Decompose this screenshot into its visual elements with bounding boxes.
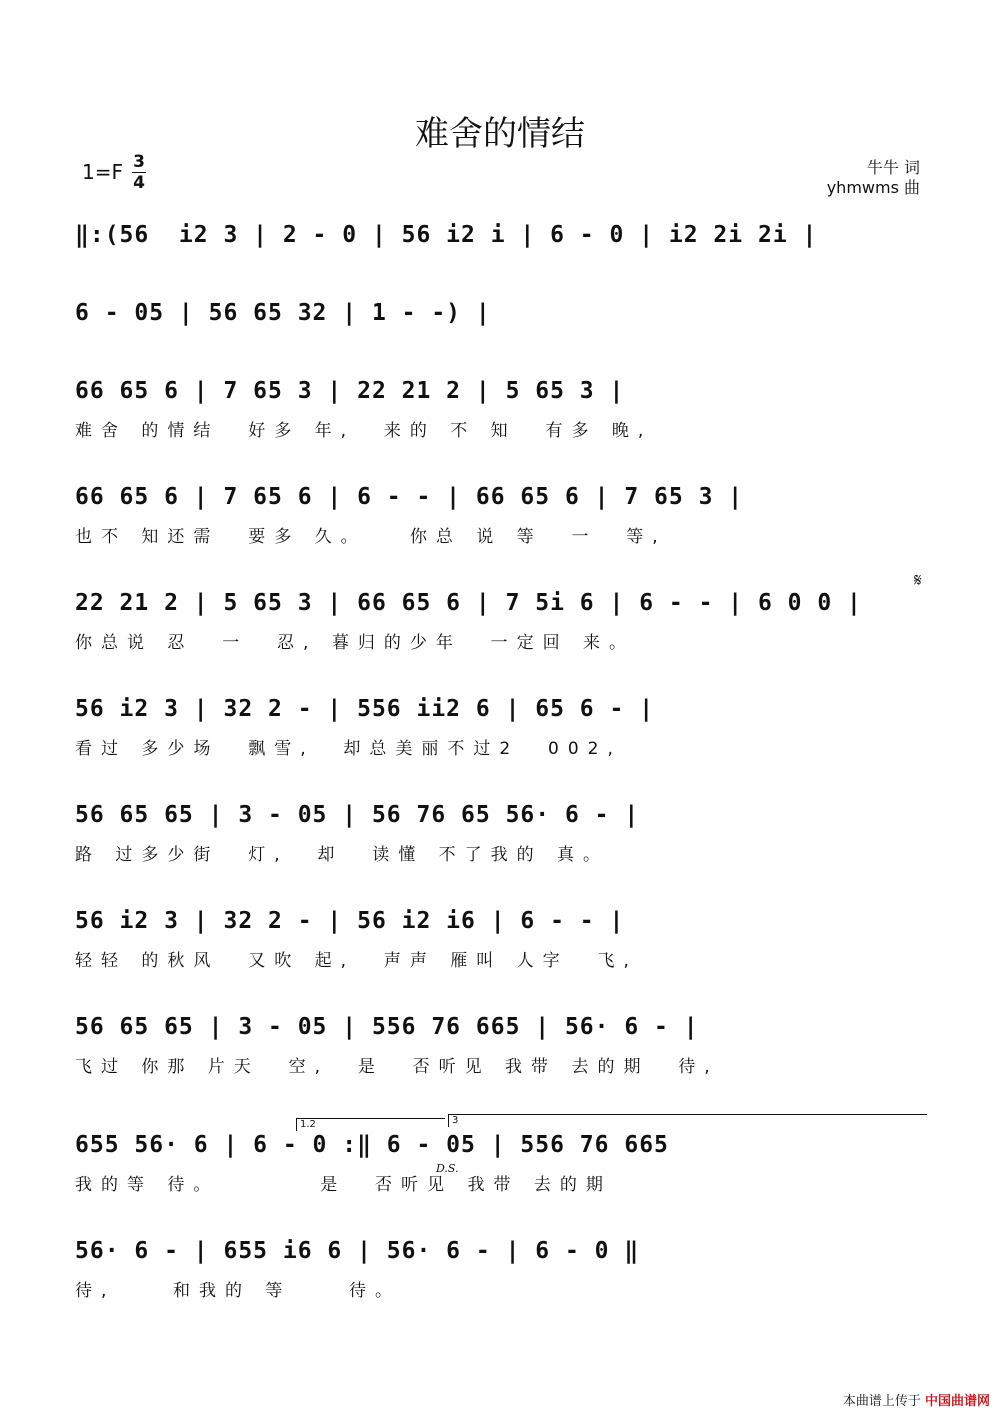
lyrics-line: 难舍 的情结 好多 年, 来的 不 知 有多 晚, (75, 421, 653, 441)
lyrics-line: 我的等 待。 是 否听见 我带 去的期 (75, 1175, 612, 1195)
lyrics-line: 也不 知还需 要多 久。 你总 说 等 一 等, (75, 527, 667, 547)
time-bottom: 4 (133, 173, 145, 193)
score-row (75, 1238, 925, 1348)
key-signature (82, 152, 145, 193)
lyrics-line (75, 260, 925, 290)
lyricist: 牛牛 词 (866, 158, 920, 177)
notes-line: 56 i2 3 | 32 2 - | 56 i2 i6 | 6 - - | (75, 908, 625, 934)
time-signature (132, 152, 146, 193)
lyrics-line: 你总说 忍 一 忍, 暮归的少年 一定回 来。 (75, 633, 636, 653)
notes-line: 56 65 65 | 3 - 05 | 556 76 665 | 56· 6 - | (75, 1014, 699, 1040)
score-row (75, 590, 925, 700)
footer-logo[interactable]: 中国曲谱网 (924, 1394, 990, 1409)
score-row (75, 802, 925, 912)
score-row (75, 696, 925, 806)
lyrics-line: 待, 和我的 等 待。 (75, 1281, 402, 1301)
score-row (75, 378, 925, 488)
time-top: 3 (133, 152, 145, 172)
notes-line: 655 56· 6 | 6 - 0 :‖ 6 - 05 | 556 76 665 (75, 1132, 669, 1158)
notes-line: 56 i2 3 | 32 2 - | 556 ii2 6 | 65 6 - | (75, 696, 655, 722)
notes-line: 22 21 2 | 5 65 3 | 66 65 6 | 7 5i 6 | 6 - - | 6 0 0 | (75, 590, 862, 616)
lyrics-line: 路 过多少街 灯, 却 读懂 不了我的 真。 (75, 845, 610, 865)
ds-mark: D.S. (436, 1162, 459, 1175)
score-row (75, 484, 925, 594)
key-label: 1=F (82, 160, 123, 184)
score-row (75, 908, 925, 1018)
notes-line: 6 - 05 | 56 65 32 | 1 - -) | (75, 300, 491, 326)
lyrics-line: 飞过 你那 片天 空, 是 否听见 我带 去的期 待, (75, 1057, 719, 1077)
composer: yhmwms 曲 (826, 178, 920, 197)
segno-icon: 𝄋 (914, 570, 922, 591)
notes-line: 56 65 65 | 3 - 05 | 56 76 65 56· 6 - | (75, 802, 640, 828)
notes-line: 66 65 6 | 7 65 3 | 22 21 2 | 5 65 3 | (75, 378, 625, 404)
lyrics-line (75, 338, 925, 368)
page-title: 难舍的情结 (415, 114, 585, 154)
volta-2: 3 (448, 1114, 927, 1127)
footer-text: 本曲谱上传于 (842, 1394, 921, 1409)
credits (827, 158, 920, 198)
score-row (75, 1014, 925, 1124)
lyrics-line: 轻轻 的秋风 又吹 起, 声声 雁叫 人字 飞, (75, 951, 638, 971)
volta-1: 1.2 (296, 1118, 445, 1131)
lyrics-line: 看过 多少场 飘雪, 却总美丽不过2 002, (75, 739, 622, 759)
footer (843, 1390, 990, 1409)
notes-line: 66 65 6 | 7 65 6 | 6 - - | 66 65 6 | 7 65 3 | (75, 484, 744, 510)
score-row (75, 1132, 925, 1242)
notes-line: 56· 6 - | 655 i6 6 | 56· 6 - | 6 - 0 ‖ (75, 1238, 640, 1264)
notes-line: ‖:(56 i2 3 | 2 - 0 | 56 i2 i | 6 - 0 | i2 2i 2i | (75, 222, 818, 248)
